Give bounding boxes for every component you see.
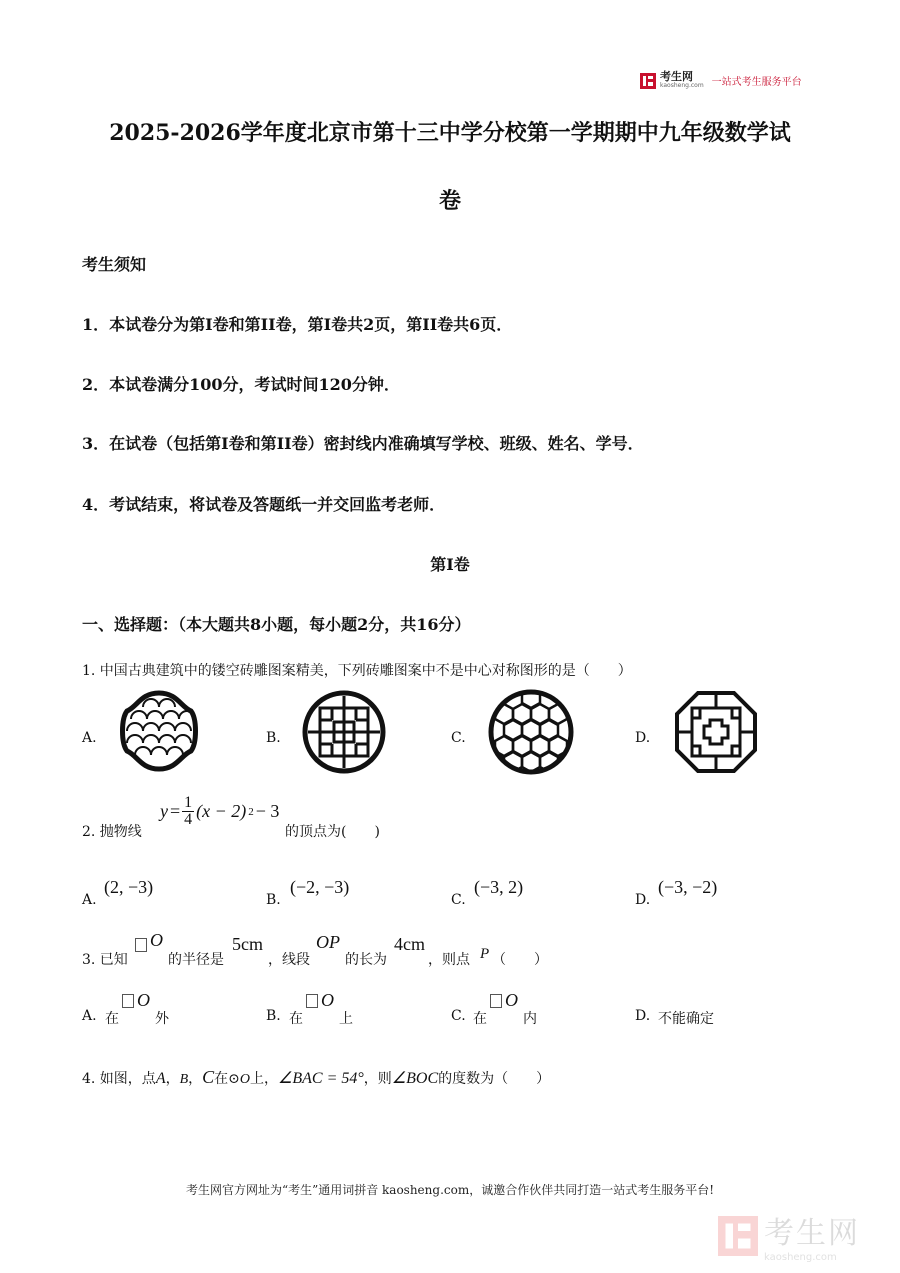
q1-option-a-pattern-image xyxy=(117,689,201,773)
q4-text-4: 的度数为（ ） xyxy=(438,1071,551,1087)
eq-body: (x − 2) xyxy=(196,801,247,821)
q3-text-4: ，则点 xyxy=(428,952,470,968)
q3-option-c-post: 内 xyxy=(523,1011,537,1027)
question-1-text: 1. 中国古典建筑中的镂空砖雕图案精美，下列砖雕图案中不是中心对称图形的是（ ） xyxy=(82,663,632,679)
q4-prefix: 4. 如图，点 xyxy=(82,1071,156,1087)
q2-option-a-label: A. xyxy=(82,892,97,908)
section-heading: 一、选择题：（本大题共8小题，每小题2分，共16分） xyxy=(82,615,471,634)
q3-option-c-o: O xyxy=(505,990,518,1010)
q4-sep-2: ， xyxy=(188,1071,203,1087)
watermark-text: 考生网 xyxy=(764,1216,860,1251)
eq-equals: = xyxy=(170,801,181,821)
q3-option-b-label: B. xyxy=(266,1008,281,1024)
logo-name: 考生网 xyxy=(660,70,693,83)
part-title: 第I卷 xyxy=(430,555,470,574)
q3-option-a-pre: 在 xyxy=(105,1011,119,1027)
circle-symbol-icon xyxy=(135,938,147,952)
q2-option-c-label: C. xyxy=(451,892,466,908)
notice-item: 2．本试卷满分100分，考试时间120分钟． xyxy=(82,375,400,394)
q4-point-c: C xyxy=(202,1067,215,1087)
q3-option-b-post: 上 xyxy=(339,1011,353,1027)
question-2-suffix: 的顶点为( ) xyxy=(285,824,380,840)
logo-domain: kaosheng.com xyxy=(660,82,704,89)
q2-option-b-value: (−2, −3) xyxy=(290,877,350,897)
q3-text-2: ，线段 xyxy=(268,952,310,968)
kaosheng-logo-icon xyxy=(640,73,656,89)
q3-option-d-label: D. xyxy=(635,1008,651,1024)
q2-option-d-label: D. xyxy=(635,892,651,908)
q2-option-a-value: (2, −3) xyxy=(104,877,154,897)
q3-circle-o: O xyxy=(150,930,163,950)
q1-option-b-label: B. xyxy=(266,730,281,746)
eq-fraction xyxy=(182,795,194,828)
question-2-equation xyxy=(160,795,279,828)
q1-option-d-pattern-image xyxy=(674,690,758,774)
q3-option-c-pre: 在 xyxy=(473,1011,487,1027)
q1-option-c-label: C. xyxy=(451,730,466,746)
circle-symbol-icon xyxy=(122,994,134,1008)
q2-option-c-value: (−3, 2) xyxy=(474,877,524,897)
q4-point-a: A xyxy=(155,1070,166,1087)
notice-item: 4．考试结束，将试卷及答题纸一并交回监考老师． xyxy=(82,495,446,514)
circle-symbol-icon xyxy=(490,994,502,1008)
header-logo xyxy=(640,72,802,89)
watermark-domain: kaosheng.com xyxy=(764,1252,837,1263)
q3-option-a-o: O xyxy=(137,990,150,1010)
exam-title-line1: 2025-2026学年度北京市第十三中学分校第一学期期中九年级数学试 xyxy=(109,120,791,146)
q1-option-b-pattern-image xyxy=(302,690,386,774)
q3-radius: 5cm xyxy=(232,934,263,954)
q3-length: 4cm xyxy=(394,934,425,954)
q1-option-c-pattern-image xyxy=(488,689,574,775)
q3-text-5: （ ） xyxy=(492,952,548,968)
question-3-prefix: 3. 已知 xyxy=(82,952,128,968)
q3-option-d-text: 不能确定 xyxy=(658,1011,714,1027)
eq-fraction-denominator: 4 xyxy=(184,811,193,828)
q3-op: OP xyxy=(316,932,340,952)
question-2-prefix: 2. 抛物线 xyxy=(82,824,142,840)
q3-option-a-label: A. xyxy=(82,1008,97,1024)
q1-option-a-label: A. xyxy=(82,730,97,746)
question-4-text xyxy=(82,1067,550,1088)
q1-option-d-label: D. xyxy=(635,730,651,746)
q3-option-b-pre: 在 xyxy=(289,1011,303,1027)
q4-text-2: 上， xyxy=(250,1071,279,1087)
q4-circle-o: O xyxy=(239,1072,251,1087)
q4-sep-1: ， xyxy=(165,1071,180,1087)
watermark xyxy=(718,1208,860,1263)
eq-tail: − 3 xyxy=(255,801,280,821)
eq-fraction-numerator: 1 xyxy=(184,794,193,811)
notice-heading: 考生须知 xyxy=(82,255,147,274)
eq-exponent: 2 xyxy=(248,805,254,818)
eq-y: y xyxy=(160,801,168,821)
q3-point-p: P xyxy=(480,946,490,962)
notice-item: 1．本试卷分为第I卷和第II卷，第I卷共2页，第II卷共6页． xyxy=(82,315,513,334)
q2-option-b-label: B. xyxy=(266,892,281,908)
page-footer: 考生网官方网址为“考生”通用词拼音 kaosheng.com，诚邀合作伙伴共同打造一站式考生服务平台! xyxy=(185,1183,715,1197)
q4-angle-bac: ∠BAC = 54° xyxy=(278,1070,364,1087)
q3-text-1: 的半径是 xyxy=(168,952,224,968)
q2-option-d-value: (−3, −2) xyxy=(658,877,718,897)
q3-option-c-label: C. xyxy=(451,1008,466,1024)
q4-text-1: 在⊙ xyxy=(214,1071,240,1087)
exam-title-line2: 卷 xyxy=(438,188,461,214)
q4-angle-boc: ∠BOC xyxy=(391,1070,439,1087)
notice-item: 3．在试卷（包括第I卷和第II卷）密封线内准确填写学校、班级、姓名、学号． xyxy=(82,434,644,453)
q3-text-3: 的长为 xyxy=(345,952,387,968)
q4-point-b: B xyxy=(179,1072,189,1087)
logo-slogan: 一站式考生服务平台 xyxy=(711,77,802,88)
q3-option-a-post: 外 xyxy=(155,1011,169,1027)
q3-option-b-o: O xyxy=(321,990,334,1010)
circle-symbol-icon xyxy=(306,994,318,1008)
watermark-logo-icon xyxy=(718,1216,758,1256)
q4-text-3: ，则 xyxy=(363,1071,392,1087)
